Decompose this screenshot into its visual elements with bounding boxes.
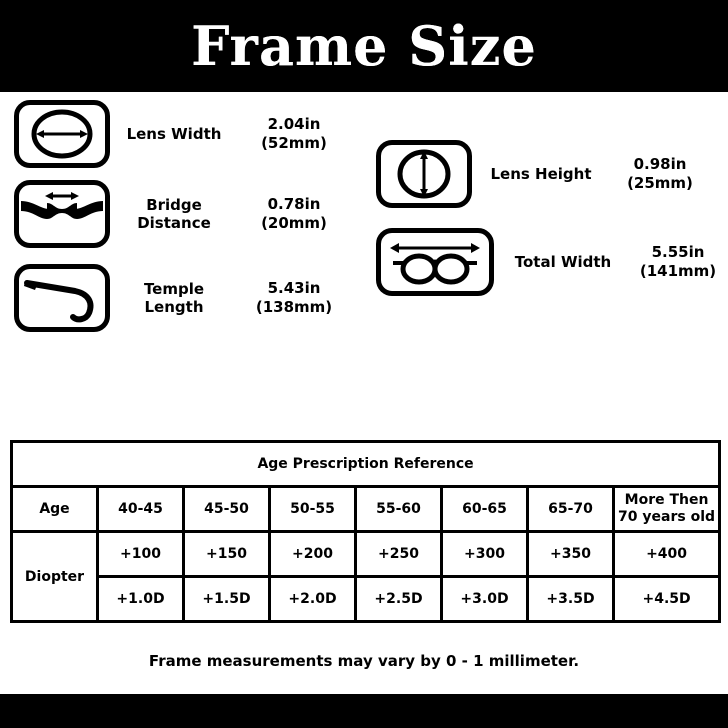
spec-value-bridge-distance: [240, 195, 348, 233]
table-title: Age Prescription Reference: [12, 442, 720, 487]
table-cell-power-3: +250: [356, 532, 442, 577]
total-width-icon: [376, 228, 494, 296]
header-band: [0, 0, 728, 92]
table-cell-power-5: +350: [528, 532, 614, 577]
spec-label-total-width: Total Width: [514, 253, 612, 271]
spec-label-temple-length: [126, 280, 222, 316]
spec-label-temple-line1: Temple: [143, 280, 205, 298]
lens-width-icon: [14, 100, 110, 168]
spec-value-bridge-inches: 0.78in: [267, 195, 321, 214]
spec-label-temple-line2: Length: [144, 298, 204, 316]
table-cell-age-6-line1: More Then: [624, 491, 709, 508]
spec-row-temple-length: [14, 264, 348, 332]
table-cell-age-2: 50-55: [270, 487, 356, 532]
spec-value-lens-height-mm: (25mm): [627, 174, 693, 192]
table-cell-age-4: 60-65: [442, 487, 528, 532]
table-cell-d-4: +3.0D: [442, 577, 528, 622]
spec-value-total-width-inches: 5.55in: [651, 243, 705, 262]
spec-value-total-width-mm: (141mm): [639, 262, 717, 280]
table-rowlabel-age: Age: [12, 487, 98, 532]
table-cell-d-1: +1.5D: [184, 577, 270, 622]
table-cell-age-6-line2: 70 years old: [618, 509, 716, 525]
spec-value-lens-width: [240, 115, 348, 153]
table-row-title: [12, 442, 720, 487]
spec-value-temple-mm: (138mm): [255, 298, 333, 316]
spec-row-lens-height: [376, 140, 710, 208]
spec-value-lens-width-mm: (52mm): [261, 134, 327, 152]
table-cell-age-1: 45-50: [184, 487, 270, 532]
spec-label-lens-height: Lens Height: [490, 165, 592, 183]
temple-length-icon: [14, 264, 110, 332]
page-title: Frame Size: [191, 14, 537, 78]
spec-value-temple-inches: 5.43in: [267, 279, 321, 298]
spec-label-lens-width: Lens Width: [126, 125, 222, 143]
table-cell-age-3: 55-60: [356, 487, 442, 532]
spec-label-bridge-distance: [126, 196, 222, 232]
spec-row-bridge-distance: [14, 180, 348, 248]
spec-label-bridge-line2: Distance: [137, 214, 211, 232]
table-cell-d-6: +4.5D: [614, 577, 720, 622]
table-cell-power-1: +150: [184, 532, 270, 577]
spec-label-bridge-line1: Bridge: [146, 196, 202, 214]
table-cell-power-0: +100: [98, 532, 184, 577]
footnote-text: Frame measurements may vary by 0 - 1 millimeter.: [148, 652, 580, 670]
table-cell-d-0: +1.0D: [98, 577, 184, 622]
table-cell-age-0: 40-45: [98, 487, 184, 532]
table-row-diopter-power: [12, 532, 720, 577]
age-prescription-reference-table: [10, 440, 718, 623]
table-row-diopter-d: [12, 577, 720, 622]
spec-row-total-width: [376, 228, 728, 296]
spec-value-total-width: [628, 243, 728, 281]
table-cell-power-4: +300: [442, 532, 528, 577]
bridge-distance-icon: [14, 180, 110, 248]
table-cell-age-5: 65-70: [528, 487, 614, 532]
lens-height-icon: [376, 140, 472, 208]
table-cell-power-2: +200: [270, 532, 356, 577]
spec-value-temple-length: [240, 279, 348, 317]
table-cell-d-5: +3.5D: [528, 577, 614, 622]
spec-value-lens-width-inches: 2.04in: [267, 115, 321, 134]
table-cell-power-6: +400: [614, 532, 720, 577]
spec-value-lens-height-inches: 0.98in: [633, 155, 687, 174]
spec-value-lens-height: [610, 155, 710, 193]
bottom-band: [0, 694, 728, 728]
measurement-diagram-area: [0, 92, 728, 432]
table-cell-d-2: +2.0D: [270, 577, 356, 622]
spec-row-lens-width: [14, 100, 348, 168]
table-cell-age-6: [614, 487, 720, 532]
table-cell-d-3: +2.5D: [356, 577, 442, 622]
table-row-age-header: [12, 487, 720, 532]
spec-value-bridge-mm: (20mm): [261, 214, 327, 232]
table-rowlabel-diopter: Diopter: [12, 532, 98, 622]
